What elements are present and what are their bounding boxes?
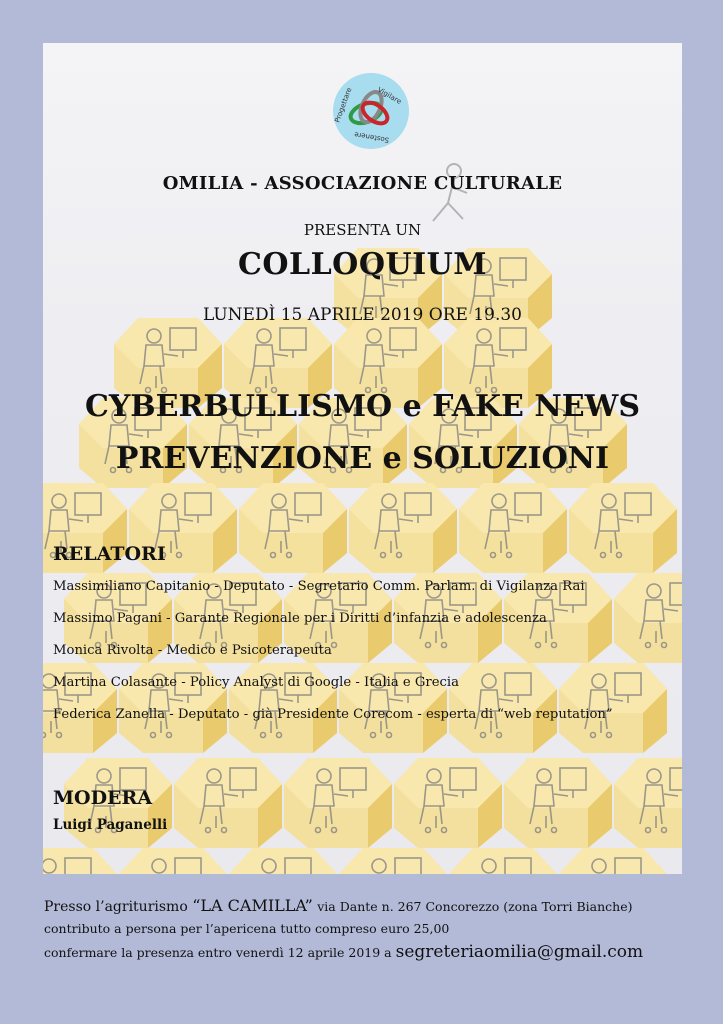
- venue-prefix: Presso l’agriturismo: [44, 899, 188, 915]
- moderator-heading: MODERA: [53, 787, 153, 809]
- organization-name: OMILIA - ASSOCIAZIONE CULTURALE: [162, 173, 563, 194]
- speaker-item: Massimiliano Capitanio - Deputato - Segretario Comm. Parlam. di Vigilanza Rai: [53, 579, 585, 594]
- speakers-list: [53, 579, 678, 739]
- moderator-name: Luigi Paganelli: [53, 817, 168, 833]
- venue-name: “LA CAMILLA”: [192, 896, 313, 915]
- svg-text:Vigilare: Vigilare: [376, 85, 403, 106]
- svg-text:Progettare: Progettare: [333, 86, 354, 124]
- svg-text:Sostenere: Sostenere: [353, 130, 390, 145]
- poster: [43, 43, 682, 874]
- email-link[interactable]: segreteriaomilia@gmail.com: [395, 942, 644, 962]
- event-title-line2: PREVENZIONE e SOLUZIONI: [115, 441, 610, 476]
- omilia-logo: [333, 73, 409, 149]
- contribution-line: contributo a persona per l’apericena tutto compreso euro 25,00: [44, 921, 450, 936]
- speaker-item: Massimo Pagani - Garante Regionale per i Diritti d’infanzia e adolescenza: [53, 611, 547, 626]
- speaker-item: Martina Colasante - Policy Analyst di Google - Italia e Grecia: [53, 675, 459, 690]
- venue-address: via Dante n. 267 Concorezzo (zona Torri Bianche): [317, 899, 633, 914]
- confirm-line: [44, 942, 714, 962]
- event-title-line1: CYBERBULLISMO e FAKE NEWS: [84, 389, 640, 424]
- speakers-heading: RELATORI: [53, 543, 166, 565]
- confirm-text: confermare la presenza entro venerdì 12 aprile 2019 a: [44, 945, 392, 960]
- event-type: COLLOQUIUM: [237, 247, 488, 282]
- speaker-item: Monica Rivolta - Medico e Psicoterapeuta: [53, 643, 332, 658]
- footer-info: [44, 896, 714, 962]
- venue-line: [44, 896, 714, 915]
- event-date: LUNEDÌ 15 APRILE 2019 ORE 19.30: [203, 305, 522, 325]
- rings-logo-icon: [333, 73, 409, 149]
- speaker-item: Federica Zanella - Deputato - già Presidente Corecom - esperta di “web reputation”: [53, 707, 613, 722]
- presents-label: PRESENTA UN: [303, 221, 422, 239]
